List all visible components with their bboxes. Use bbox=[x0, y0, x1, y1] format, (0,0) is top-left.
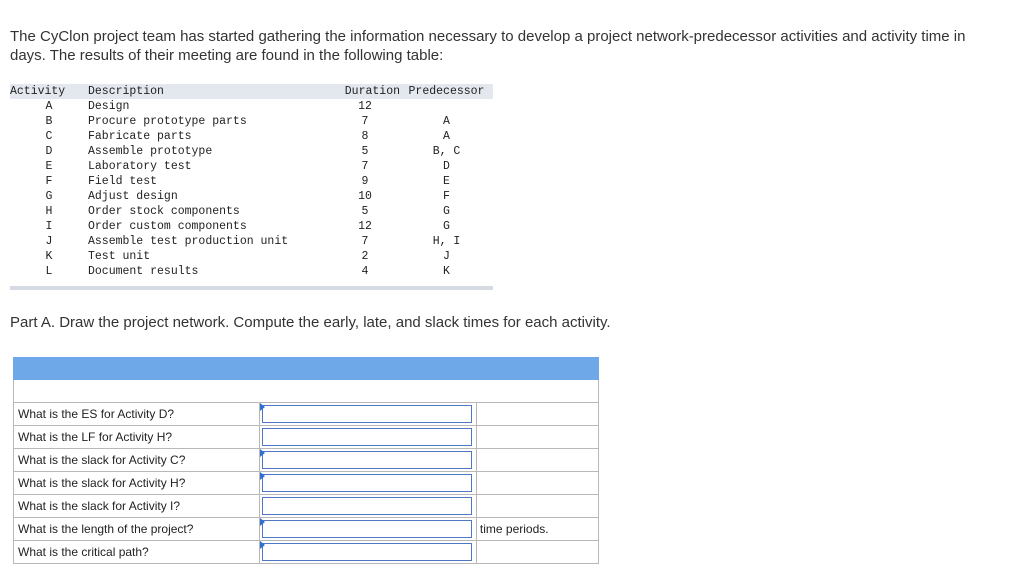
predecessor-cell: D bbox=[443, 160, 450, 173]
predecessor-cell: H, I bbox=[432, 235, 461, 248]
unit-label bbox=[476, 495, 598, 518]
predecessor-cell: J bbox=[443, 250, 450, 263]
description-cell: Test unit bbox=[88, 250, 151, 263]
question-label: What is the slack for Activity C? bbox=[14, 449, 260, 472]
question-row bbox=[14, 403, 599, 426]
answer-input[interactable] bbox=[262, 497, 472, 515]
question-label: What is the length of the project? bbox=[14, 518, 260, 541]
duration-cell: 9 bbox=[361, 175, 369, 188]
activity-row bbox=[10, 249, 493, 264]
input-marker-icon bbox=[260, 541, 265, 549]
answer-table-header bbox=[14, 358, 599, 380]
description-cell: Order custom components bbox=[88, 220, 247, 233]
answer-cell bbox=[259, 541, 476, 564]
duration-cell: 4 bbox=[361, 265, 369, 278]
description-cell: Document results bbox=[88, 265, 199, 278]
question-row bbox=[14, 495, 599, 518]
activity-cell: A bbox=[45, 100, 53, 113]
question-row bbox=[14, 449, 599, 472]
activity-row bbox=[10, 114, 493, 129]
activity-cell: I bbox=[45, 220, 53, 233]
unit-label bbox=[476, 472, 598, 495]
answer-input[interactable] bbox=[262, 451, 472, 469]
activity-cell: H bbox=[45, 205, 53, 218]
input-marker-icon bbox=[260, 449, 265, 457]
description-cell: Laboratory test bbox=[88, 160, 192, 173]
answer-cell bbox=[259, 495, 476, 518]
description-cell: Procure prototype parts bbox=[88, 115, 247, 128]
activity-table-header bbox=[10, 84, 493, 99]
duration-cell: 7 bbox=[361, 115, 369, 128]
duration-cell: 10 bbox=[358, 190, 372, 203]
question-label: What is the critical path? bbox=[14, 541, 260, 564]
predecessor-cell: F bbox=[443, 190, 450, 203]
description-cell: Adjust design bbox=[88, 190, 178, 203]
activity-cell: G bbox=[45, 190, 53, 203]
part-a-instructions: Part A. Draw the project network. Compute the early, late, and slack times for each activity. bbox=[10, 314, 611, 331]
answer-cell bbox=[259, 403, 476, 426]
answer-input[interactable] bbox=[262, 543, 472, 561]
activity-cell: B bbox=[45, 115, 53, 128]
question-label: What is the ES for Activity D? bbox=[14, 403, 260, 426]
predecessor-cell: G bbox=[443, 220, 450, 233]
activity-cell: J bbox=[45, 235, 53, 248]
intro-text: The CyClon project team has started gathering the information necessary to develop a project network-predecessor activities and activity time in days. The results of their meeting are found in the following table: bbox=[10, 28, 966, 64]
activity-row bbox=[10, 234, 493, 249]
answer-input[interactable] bbox=[262, 520, 472, 538]
question-label: What is the LF for Activity H? bbox=[14, 426, 260, 449]
activity-row bbox=[10, 204, 493, 219]
unit-label bbox=[476, 541, 598, 564]
question-row bbox=[14, 472, 599, 495]
question-row bbox=[14, 541, 599, 564]
predecessor-cell: A bbox=[443, 115, 450, 128]
activity-row bbox=[10, 144, 493, 159]
description-cell: Order stock components bbox=[88, 205, 240, 218]
activity-cell: K bbox=[45, 250, 53, 263]
predecessor-cell: K bbox=[443, 265, 450, 278]
unit-label bbox=[476, 449, 598, 472]
answer-cell bbox=[259, 472, 476, 495]
activity-table bbox=[10, 84, 493, 279]
header-description: Description bbox=[88, 85, 164, 98]
answer-input[interactable] bbox=[262, 428, 472, 446]
description-cell: Field test bbox=[88, 175, 158, 188]
unit-label: time periods. bbox=[476, 518, 598, 541]
duration-cell: 12 bbox=[358, 220, 372, 233]
duration-cell: 12 bbox=[358, 100, 372, 113]
duration-cell: 5 bbox=[361, 145, 369, 158]
activity-row bbox=[10, 99, 493, 114]
question-row bbox=[14, 518, 599, 541]
activity-cell: E bbox=[45, 160, 53, 173]
answer-input[interactable] bbox=[262, 474, 472, 492]
duration-cell: 2 bbox=[361, 250, 369, 263]
activity-row bbox=[10, 189, 493, 204]
answer-table bbox=[13, 357, 599, 564]
unit-label bbox=[476, 403, 598, 426]
predecessor-cell bbox=[400, 99, 493, 114]
answer-table-spacer bbox=[14, 380, 599, 403]
answer-cell bbox=[259, 426, 476, 449]
question-label: What is the slack for Activity I? bbox=[14, 495, 260, 518]
predecessor-cell: G bbox=[443, 205, 450, 218]
unit-label bbox=[476, 426, 598, 449]
predecessor-cell: B, C bbox=[432, 145, 461, 158]
activity-row bbox=[10, 129, 493, 144]
answer-input[interactable] bbox=[262, 405, 472, 423]
input-marker-icon bbox=[260, 403, 265, 411]
header-predecessor: Predecessor bbox=[408, 85, 485, 98]
description-cell: Fabricate parts bbox=[88, 130, 192, 143]
activity-row bbox=[10, 264, 493, 279]
predecessor-cell: E bbox=[443, 175, 450, 188]
header-duration: Duration bbox=[344, 85, 400, 98]
question-row bbox=[14, 426, 599, 449]
answer-cell bbox=[259, 518, 476, 541]
activity-row bbox=[10, 159, 493, 174]
activity-cell: L bbox=[45, 265, 53, 278]
duration-cell: 7 bbox=[361, 160, 369, 173]
question-label: What is the slack for Activity H? bbox=[14, 472, 260, 495]
duration-cell: 5 bbox=[361, 205, 369, 218]
duration-cell: 8 bbox=[361, 130, 369, 143]
answer-cell bbox=[259, 449, 476, 472]
table-bottom-rule bbox=[10, 286, 493, 290]
description-cell: Assemble prototype bbox=[88, 145, 213, 158]
predecessor-cell: A bbox=[443, 130, 450, 143]
input-marker-icon bbox=[260, 472, 265, 480]
description-cell: Design bbox=[88, 100, 130, 113]
activity-cell: F bbox=[45, 175, 53, 188]
input-marker-icon bbox=[260, 518, 265, 526]
activity-cell: D bbox=[45, 145, 53, 158]
activity-row bbox=[10, 174, 493, 189]
header-activity: Activity bbox=[10, 85, 66, 98]
activity-cell: C bbox=[45, 130, 53, 143]
activity-row bbox=[10, 219, 493, 234]
description-cell: Assemble test production unit bbox=[88, 235, 289, 248]
duration-cell: 7 bbox=[361, 235, 369, 248]
